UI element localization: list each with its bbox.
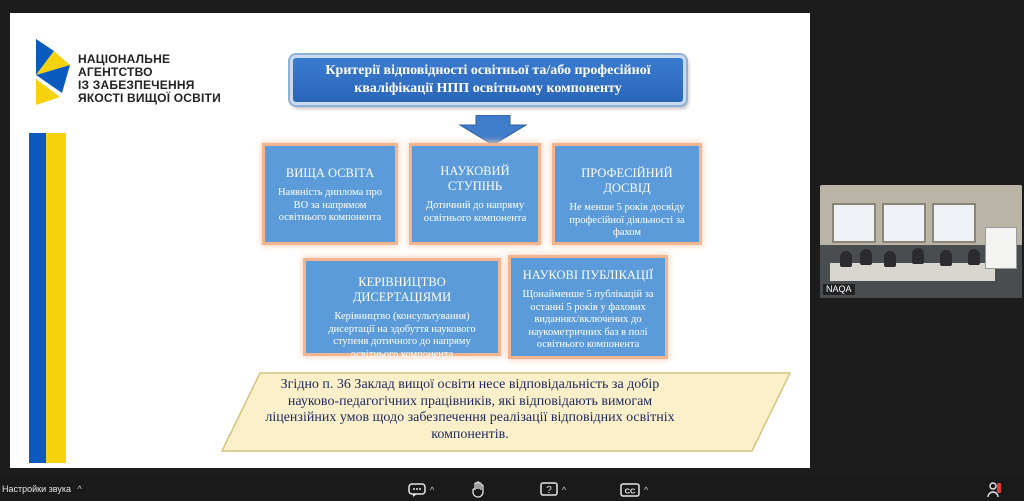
video-window-shape xyxy=(932,203,976,243)
chevron-up-icon[interactable]: ^ xyxy=(644,485,649,495)
criterion-body: Наявність диплома про ВО за напрямом освітнього компонента xyxy=(277,187,383,223)
criterion-heading: ПРОФЕСІЙНИЙ ДОСВІД xyxy=(581,166,673,195)
logo-line: ІЗ ЗАБЕЗПЕЧЕННЯ xyxy=(78,78,195,92)
criterion-heading: НАУКОВИЙ СТУПІНЬ xyxy=(440,164,510,193)
flag-stripe-blue xyxy=(29,133,46,463)
svg-text:?: ? xyxy=(546,485,552,496)
video-person-shape xyxy=(940,250,952,266)
criterion-professional-experience xyxy=(555,146,699,242)
criterion-heading: КЕРІВНИЦТВО ДИСЕРТАЦІЯМИ xyxy=(352,275,452,304)
video-desk xyxy=(830,263,995,281)
audio-settings-label: Настройки звука xyxy=(2,484,71,494)
note-text: Згідно п. 36 Заклад вищої освіти несе відповідальність за добір науково-педагогічних працівників, які відповідають вимогам ліцензійних умов щодо забезпечення реалізації відповідних освітніх компонентів. xyxy=(265,377,675,442)
criterion-heading: ВИЩА ОСВІТА xyxy=(285,166,375,180)
video-person-shape xyxy=(968,249,980,265)
criterion-body: Не менше 5 років досвіду професійної діяльності за фахом xyxy=(569,202,685,238)
video-banner-shape xyxy=(985,227,1017,269)
audio-settings-button[interactable] xyxy=(2,484,82,494)
meeting-toolbar xyxy=(0,478,1024,501)
chevron-up-icon[interactable]: ^ xyxy=(430,485,435,495)
logo-line: АГЕНТСТВО xyxy=(78,65,153,79)
regulation-note xyxy=(220,371,792,453)
video-person-shape xyxy=(884,251,896,267)
arrow-down-icon xyxy=(458,115,528,145)
chat-icon xyxy=(408,482,426,498)
logo-line: ЯКОСТІ ВИЩОЇ ОСВІТИ xyxy=(78,91,221,105)
criterion-heading: НАУКОВІ ПУБЛІКАЦІЇ xyxy=(522,268,654,282)
raise-hand-icon xyxy=(471,481,487,499)
video-window-shape xyxy=(832,203,876,243)
window-top-strip xyxy=(0,0,1024,13)
video-person-shape xyxy=(860,249,872,265)
participants-button[interactable] xyxy=(985,481,1003,499)
raise-hand-button[interactable] xyxy=(471,481,487,499)
criterion-higher-education xyxy=(265,146,395,242)
chevron-up-icon: ^ xyxy=(77,484,82,494)
criterion-scientific-publications xyxy=(511,258,665,356)
criterion-academic-degree xyxy=(412,146,538,242)
criterion-body: Щонайменше 5 публікацій за останні 5 років у фахових виданнях/включених до наукометричних баз в полі освітнього компонента xyxy=(522,289,654,350)
video-person-shape xyxy=(912,248,924,264)
question-icon xyxy=(540,482,558,498)
captions-button[interactable] xyxy=(620,481,648,499)
slide-title: Критерії відповідності освітньої та/або професійної кваліфікації НПП освітньому компоненту xyxy=(290,55,686,105)
logo-line: НАЦІОНАЛЬНЕ xyxy=(78,52,171,66)
chat-button[interactable] xyxy=(408,481,434,499)
flag-stripe-yellow xyxy=(46,133,66,463)
participant-name-label: NAQA xyxy=(823,284,855,295)
naqa-logo-icon xyxy=(32,35,72,107)
criterion-body: Керівництво (консультування) дисертації на здобуття наукового ступеня дотичного до напряму освітнього компонента xyxy=(328,311,476,360)
captions-icon xyxy=(620,482,640,498)
presentation-slide xyxy=(10,13,810,468)
chevron-up-icon[interactable]: ^ xyxy=(562,485,567,495)
participant-video-tile[interactable] xyxy=(820,185,1022,298)
person-icon xyxy=(985,481,1003,499)
video-person-shape xyxy=(840,251,852,267)
criterion-body: Дотичний до напряму освітнього компонента xyxy=(423,200,527,224)
question-button[interactable] xyxy=(540,481,566,499)
naqa-logo-text xyxy=(78,52,221,105)
video-window-shape xyxy=(882,203,926,243)
criterion-dissertation-supervision xyxy=(306,261,498,360)
svg-text:CC: CC xyxy=(624,486,636,496)
